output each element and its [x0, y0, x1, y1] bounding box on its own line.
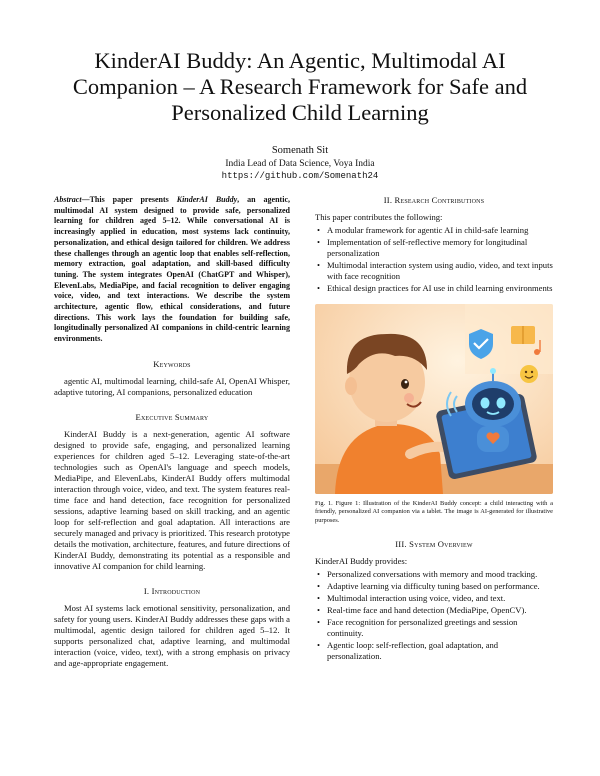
system-overview-section [315, 539, 553, 662]
keywords-text: agentic AI, multimodal learning, child-safe AI, OpenAI Whisper, adaptive tutoring, AI companions, personalized education [54, 375, 290, 397]
list-item: • Multimodal interaction using voice, video, and text. [327, 593, 553, 604]
abstract-body: , an agentic, multimodal AI system designed to provide safe, personalized learning for children aged 5–12. While conversational AI is increasingly applied in education, most systems lack continuity, personalization, and ethical design tailored for children. We address these challenges through an agentic loop that enables self-reflection, memory extraction, goal adaptation, and skill-based difficulty tuning. The system integrates OpenAI (ChatGPT and Whisper), ElevenLabs, MediaPipe, and facial recognition to deliver engaging voice, video, and text interactions. We describe the system architecture, agentic flow, ethical considerations, and future directions. This work lays the foundation for building safe, longitudinally personalized AI companions in child-centric learning environments. [54, 195, 290, 344]
list-item: • Agentic loop: self-reflection, goal adaptation, and personalization. [327, 640, 553, 662]
system-overview-intro: KinderAI Buddy provides: [315, 556, 408, 567]
executive-summary-heading: Executive Summary [135, 411, 209, 422]
author-affiliation: India Lead of Data Science, Voya India [225, 159, 375, 169]
abstract-label: Abstract [54, 195, 82, 204]
list-item: • Implementation of self-reflective memory for longitudinal personalization [327, 237, 553, 259]
contributions-list [315, 225, 553, 294]
keywords-section [54, 359, 290, 398]
abstract-lead: This paper presents [89, 195, 177, 204]
system-overview-list [315, 569, 553, 662]
abstract: Abstract—This paper presents KinderAI Buddy, an agentic, multimodal AI system designed to provide safe, personalized learning for children aged 5–12. While conversational AI is increasingly applied in education, most systems lack continuity, personalization, and ethical design tailored for children. We address these challenges through an agentic loop that enables self-reflection, memory extraction, goal adaptation, and skill-based difficulty tuning. The system integrates OpenAI (ChatGPT and Whisper), ElevenLabs, MediaPipe, and facial recognition to deliver engaging voice, video, and text interactions. We describe the system architecture, agentic flow, ethical considerations, and future directions. This work lays the foundation for building safe, longitudinally personalized AI companions in child-centric learning environments. [54, 195, 290, 344]
smiley-icon [520, 365, 538, 383]
introduction-section [54, 586, 290, 669]
executive-summary-text: KinderAI Buddy is a next-generation, agentic AI software designed to provide safe, engaging, and personalized learning experiences for children aged 5–12. Leveraging state-of-the-art technologies such as OpenAI's language and speech models, MediaPipe, and ElevenLabs, KinderAI Buddy offers multimodal interaction through voice, video, and text. The system features real-time face and hand detection, face recognition for personalized sessions, adaptive learning based on skill tracking, and an agentic loop for self-reflection and goal adaptation. All interactions are securely managed and privacy is prioritized. This research prototype details the motivation, architecture, features, and future directions of KinderAI Buddy, demonstrating its potential as a responsible and innovative AI companion for child learning. [54, 428, 290, 571]
list-item: • Face recognition for personalized greetings and session continuity. [327, 617, 553, 639]
left-column [54, 195, 290, 683]
abstract-system-name: KinderAI Buddy [176, 195, 238, 204]
contributions-heading: II. Research Contributions [383, 195, 485, 205]
introduction-text: Most AI systems lack emotional sensitivity, personalization, and safety for young users. KinderAI Buddy addresses these gaps with a multimodal, agentic design tailored for children aged 5–12. It supports personalized chat, adaptive learning, and multimodal interaction (voice, video, text), with a strong emphasis on privacy and age-appropriate engagement. [54, 602, 290, 668]
list-item: • Personalized conversations with memory and mood tracking. [327, 569, 553, 580]
contributions-section [315, 195, 553, 294]
right-column [315, 195, 553, 663]
author-name: Somenath Sit [271, 145, 329, 156]
list-item: • Ethical design practices for AI use in child learning environments [327, 283, 553, 294]
system-overview-heading: III. System Overview [395, 539, 473, 550]
list-item: • Adaptive learning via difficulty tuning based on performance. [327, 581, 553, 592]
keywords-heading: Keywords [153, 358, 191, 369]
author-url[interactable]: https://github.com/Somenath24 [221, 171, 379, 181]
figure-caption: Fig. 1. Figure 1: Illustration of the KinderAI Buddy concept: a child interacting with a friendly, personalized AI companion via a tablet. The image is AI-generated for illustrative purposes. [315, 500, 553, 524]
list-item: • A modular framework for agentic AI in child-safe learning [327, 225, 553, 236]
figure-illustration [315, 304, 553, 494]
introduction-heading: I. Introduction [143, 585, 201, 596]
list-item: • Real-time face and hand detection (MediaPipe, OpenCV). [327, 605, 553, 616]
paper-title: KinderAI Buddy: An Agentic, Multimodal AI Companion – A Research Framework for Safe and Personalized Child Learning [72, 48, 528, 125]
executive-summary-section [54, 412, 290, 572]
child-robot-illustration [315, 304, 553, 494]
contributions-intro: This paper contributes the following: [315, 212, 443, 222]
list-item: • Multimodal interaction system using audio, video, and text inputs with face recognition [327, 260, 553, 282]
